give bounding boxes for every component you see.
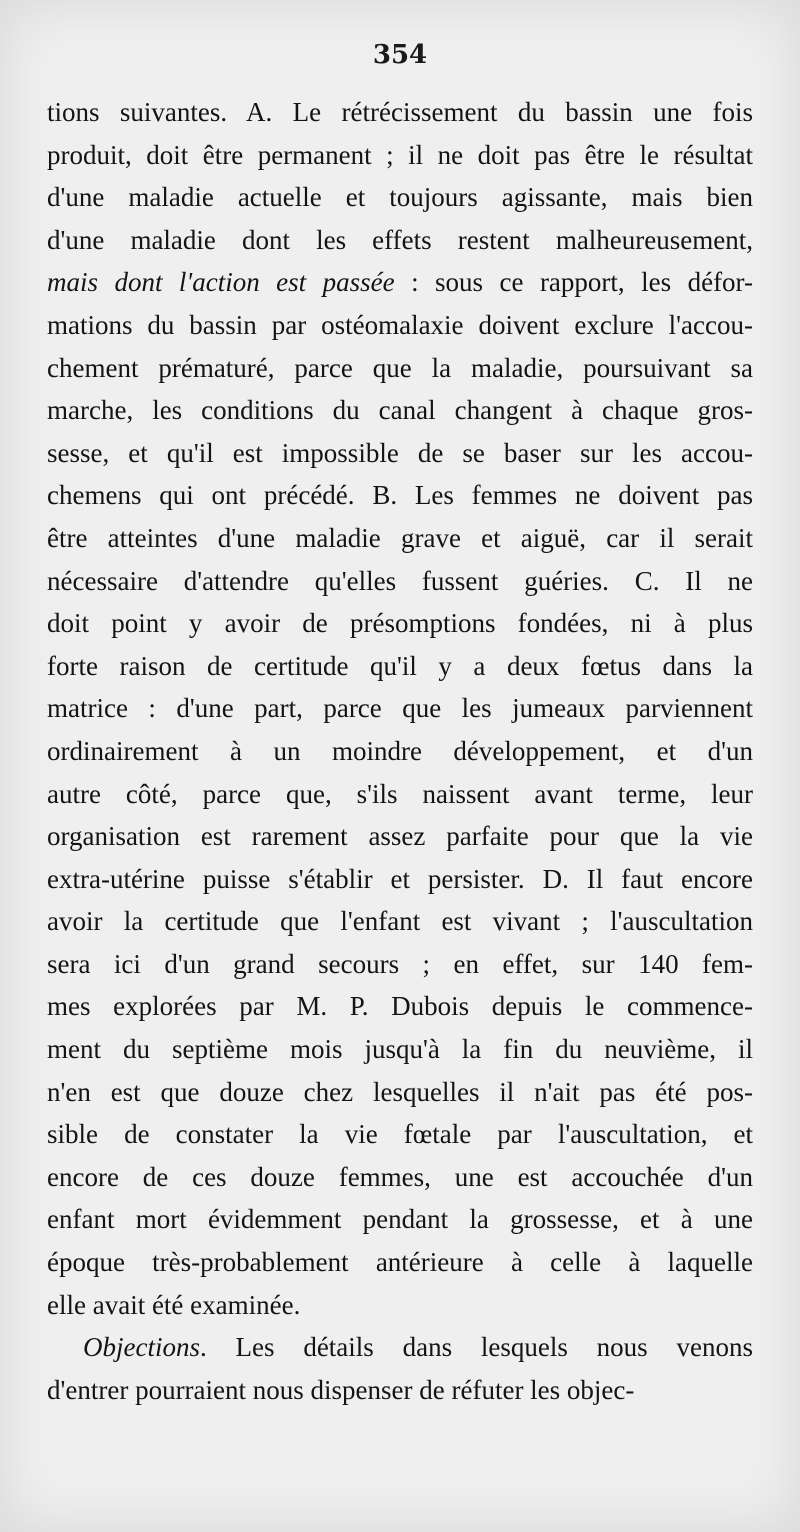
text-line bbox=[47, 1156, 753, 1199]
text-run: doit point y avoir de présomptions fondées, ni à plus bbox=[47, 608, 753, 639]
text-run: : sous ce rapport, les défor- bbox=[394, 267, 753, 298]
text-run: époque très-probablement antérieure à celle à laquelle bbox=[47, 1247, 753, 1278]
text-line bbox=[47, 517, 753, 560]
text-run: elle avait été examinée. bbox=[47, 1289, 301, 1320]
text-run: matrice : d'une part, parce que les jumeaux parviennent bbox=[47, 693, 753, 724]
text-line bbox=[47, 1326, 753, 1369]
text-line bbox=[47, 645, 753, 688]
text-run: autre côté, parce que, s'ils naissent avant terme, leur bbox=[47, 778, 753, 809]
text-run: sesse, et qu'il est impossible de se baser sur les accou- bbox=[47, 437, 753, 468]
text-line bbox=[47, 602, 753, 645]
text-line bbox=[47, 304, 753, 347]
text-line bbox=[47, 687, 753, 730]
text-line bbox=[47, 985, 753, 1028]
text-line bbox=[47, 347, 753, 390]
text-run: produit, doit être permanent ; il ne doit pas être le résultat bbox=[47, 139, 753, 170]
text-run: extra-utérine puisse s'établir et persister. D. Il faut encore bbox=[47, 863, 753, 894]
text-line bbox=[47, 389, 753, 432]
text-run: encore de ces douze femmes, une est accouchée d'un bbox=[47, 1161, 753, 1192]
text-line bbox=[47, 176, 753, 219]
text-line bbox=[47, 773, 753, 816]
text-run: chemens qui ont précédé. B. Les femmes ne doivent pas bbox=[47, 480, 753, 511]
page-number: 354 bbox=[372, 40, 428, 70]
text-run: mes explorées par M. P. Dubois depuis le commence- bbox=[47, 991, 753, 1022]
text-line bbox=[47, 474, 753, 517]
text-line bbox=[47, 1369, 753, 1412]
text-line bbox=[47, 1198, 753, 1241]
text-line bbox=[47, 1241, 753, 1284]
text-run: enfant mort évidemment pendant la grossesse, et à une bbox=[47, 1204, 753, 1235]
text-line bbox=[47, 900, 753, 943]
text-line bbox=[47, 560, 753, 603]
text-run: nécessaire d'attendre qu'elles fussent guéries. C. Il ne bbox=[47, 565, 753, 596]
text-line bbox=[47, 858, 753, 901]
italic-text-run: Objections bbox=[83, 1332, 200, 1363]
text-run: mations du bassin par ostéomalaxie doivent exclure l'accou- bbox=[47, 309, 753, 340]
text-run: avoir la certitude que l'enfant est vivant ; l'auscultation bbox=[47, 906, 753, 937]
text-line bbox=[47, 134, 753, 177]
text-run: ordinairement à un moindre développement, et d'un bbox=[47, 735, 753, 766]
text-run: d'entrer pourraient nous dispenser de réfuter les objec- bbox=[47, 1374, 635, 1405]
text-run: d'une maladie actuelle et toujours agissante, mais bien bbox=[47, 182, 753, 213]
text-line bbox=[47, 730, 753, 773]
text-run: sible de constater la vie fœtale par l'auscultation, et bbox=[47, 1119, 753, 1150]
text-run: chement prématuré, parce que la maladie, poursuivant sa bbox=[47, 352, 753, 383]
text-run: ment du septième mois jusqu'à la fin du neuvième, il bbox=[47, 1034, 753, 1065]
text-run: marche, les conditions du canal changent à chaque gros- bbox=[47, 395, 753, 426]
text-run: être atteintes d'une maladie grave et aiguë, car il serait bbox=[47, 522, 753, 553]
body-text bbox=[47, 91, 753, 1411]
text-line bbox=[47, 91, 753, 134]
text-line bbox=[47, 1284, 753, 1327]
text-run: sera ici d'un grand secours ; en effet, sur 140 fem- bbox=[47, 948, 753, 979]
text-line bbox=[47, 1071, 753, 1114]
text-run: tions suivantes. A. Le rétrécissement du bassin une fois bbox=[47, 97, 753, 127]
text-line bbox=[47, 1113, 753, 1156]
text-run: forte raison de certitude qu'il y a deux fœtus dans la bbox=[47, 650, 753, 681]
italic-text-run: mais dont l'action est passée bbox=[47, 267, 395, 298]
text-line bbox=[47, 432, 753, 475]
text-line bbox=[47, 815, 753, 858]
text-line bbox=[47, 943, 753, 986]
text-run: d'une maladie dont les effets restent malheureusement, bbox=[47, 224, 753, 255]
text-run: . Les détails dans lesquels nous venons bbox=[199, 1332, 753, 1363]
text-line bbox=[47, 219, 753, 262]
text-run: n'en est que douze chez lesquelles il n'ait pas été pos- bbox=[47, 1076, 753, 1107]
text-line bbox=[47, 261, 753, 304]
text-run: organisation est rarement assez parfaite pour que la vie bbox=[47, 821, 753, 852]
text-line bbox=[47, 1028, 753, 1071]
